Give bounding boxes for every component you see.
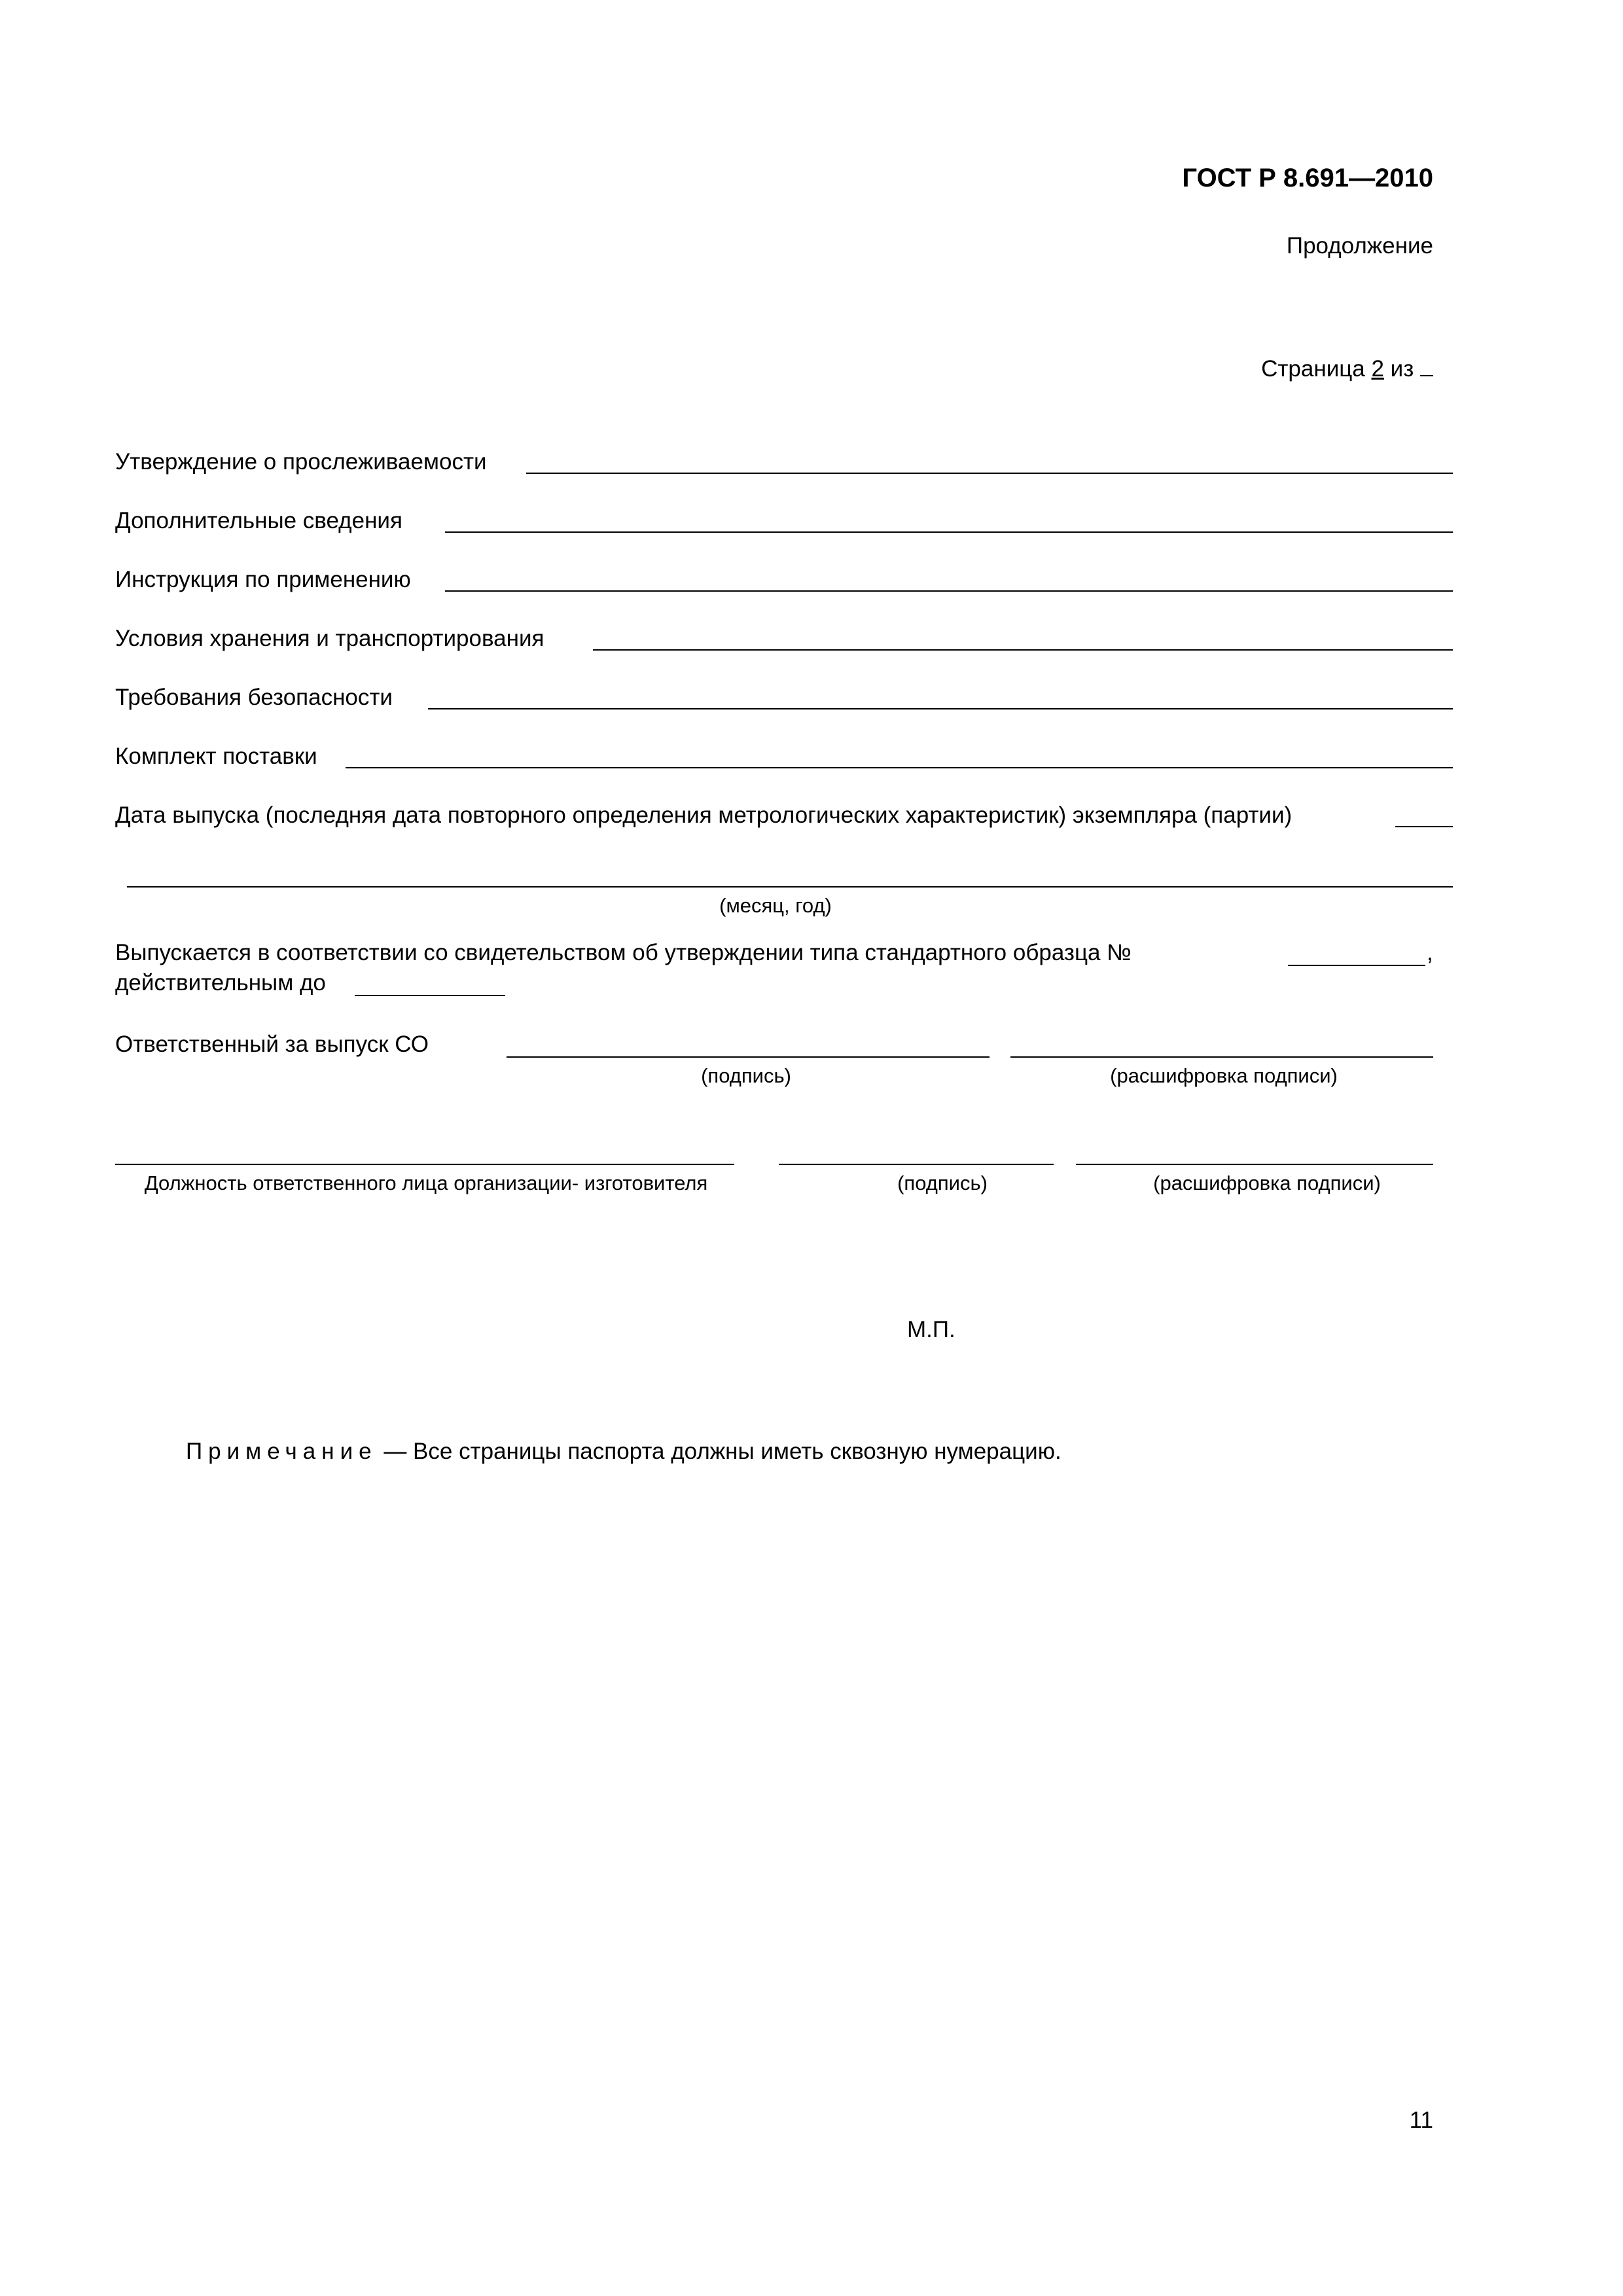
certificate-text: Выпускается в соответствии со свидетельством об утверждении типа стандартного образца № [115, 940, 1132, 965]
usage-instructions-field[interactable] [445, 590, 1453, 592]
release-date-field-inline[interactable] [1395, 826, 1453, 827]
traceability-label: Утверждение о прослеживаемости [115, 449, 487, 475]
document-code: ГОСТ Р 8.691—2010 [1182, 164, 1433, 192]
official-signature-field[interactable] [779, 1164, 1054, 1165]
delivery-set-label: Комплект поставки [115, 744, 317, 769]
total-pages-blank[interactable] [1420, 355, 1433, 376]
official-position-field[interactable] [115, 1164, 734, 1165]
valid-until-field[interactable] [355, 995, 505, 996]
page-prefix: Страница [1261, 356, 1372, 382]
storage-transport-field[interactable] [593, 649, 1453, 651]
storage-transport-label: Условия хранения и транспортирования [115, 626, 544, 651]
release-date-caption: (месяц, год) [719, 894, 832, 917]
responsible-signature-field[interactable] [507, 1056, 990, 1058]
current-page-number: 2 [1371, 356, 1384, 382]
usage-instructions-label: Инструкция по применению [115, 567, 411, 592]
certificate-number-field[interactable] [1288, 965, 1425, 966]
page-of-indicator [1261, 355, 1433, 382]
official-signature-caption: (подпись) [897, 1172, 988, 1194]
responsible-label: Ответственный за выпуск СО [115, 1031, 429, 1057]
note [186, 1439, 1061, 1465]
stamp-place: М.П. [907, 1317, 955, 1342]
continuation-label: Продолжение [1286, 233, 1433, 259]
note-label: Примечание [186, 1439, 378, 1464]
page-number-footer: 11 [1409, 2108, 1433, 2133]
responsible-decoding-caption: (расшифровка подписи) [1110, 1064, 1338, 1087]
safety-requirements-field[interactable] [428, 708, 1453, 709]
delivery-set-field[interactable] [346, 767, 1453, 768]
official-decoding-field[interactable] [1076, 1164, 1433, 1165]
official-position-caption: Должность ответственного лица организации- изготовителя [144, 1172, 708, 1194]
additional-info-label: Дополнительные сведения [115, 508, 402, 533]
traceability-field[interactable] [526, 473, 1453, 474]
release-date-field[interactable] [127, 886, 1453, 888]
responsible-decoding-field[interactable] [1010, 1056, 1433, 1058]
official-decoding-caption: (расшифровка подписи) [1153, 1172, 1381, 1194]
valid-until-label: действительным до [115, 970, 326, 996]
note-text: — Все страницы паспорта должны иметь сквозную нумерацию. [377, 1439, 1061, 1464]
additional-info-field[interactable] [445, 531, 1453, 533]
certificate-comma: , [1427, 940, 1433, 965]
release-date-label: Дата выпуска (последняя дата повторного определения метрологических характеристик) экземпляра (партии) [115, 802, 1293, 828]
page-suffix: из [1383, 356, 1420, 382]
safety-requirements-label: Требования безопасности [115, 685, 393, 710]
responsible-signature-caption: (подпись) [701, 1064, 791, 1087]
